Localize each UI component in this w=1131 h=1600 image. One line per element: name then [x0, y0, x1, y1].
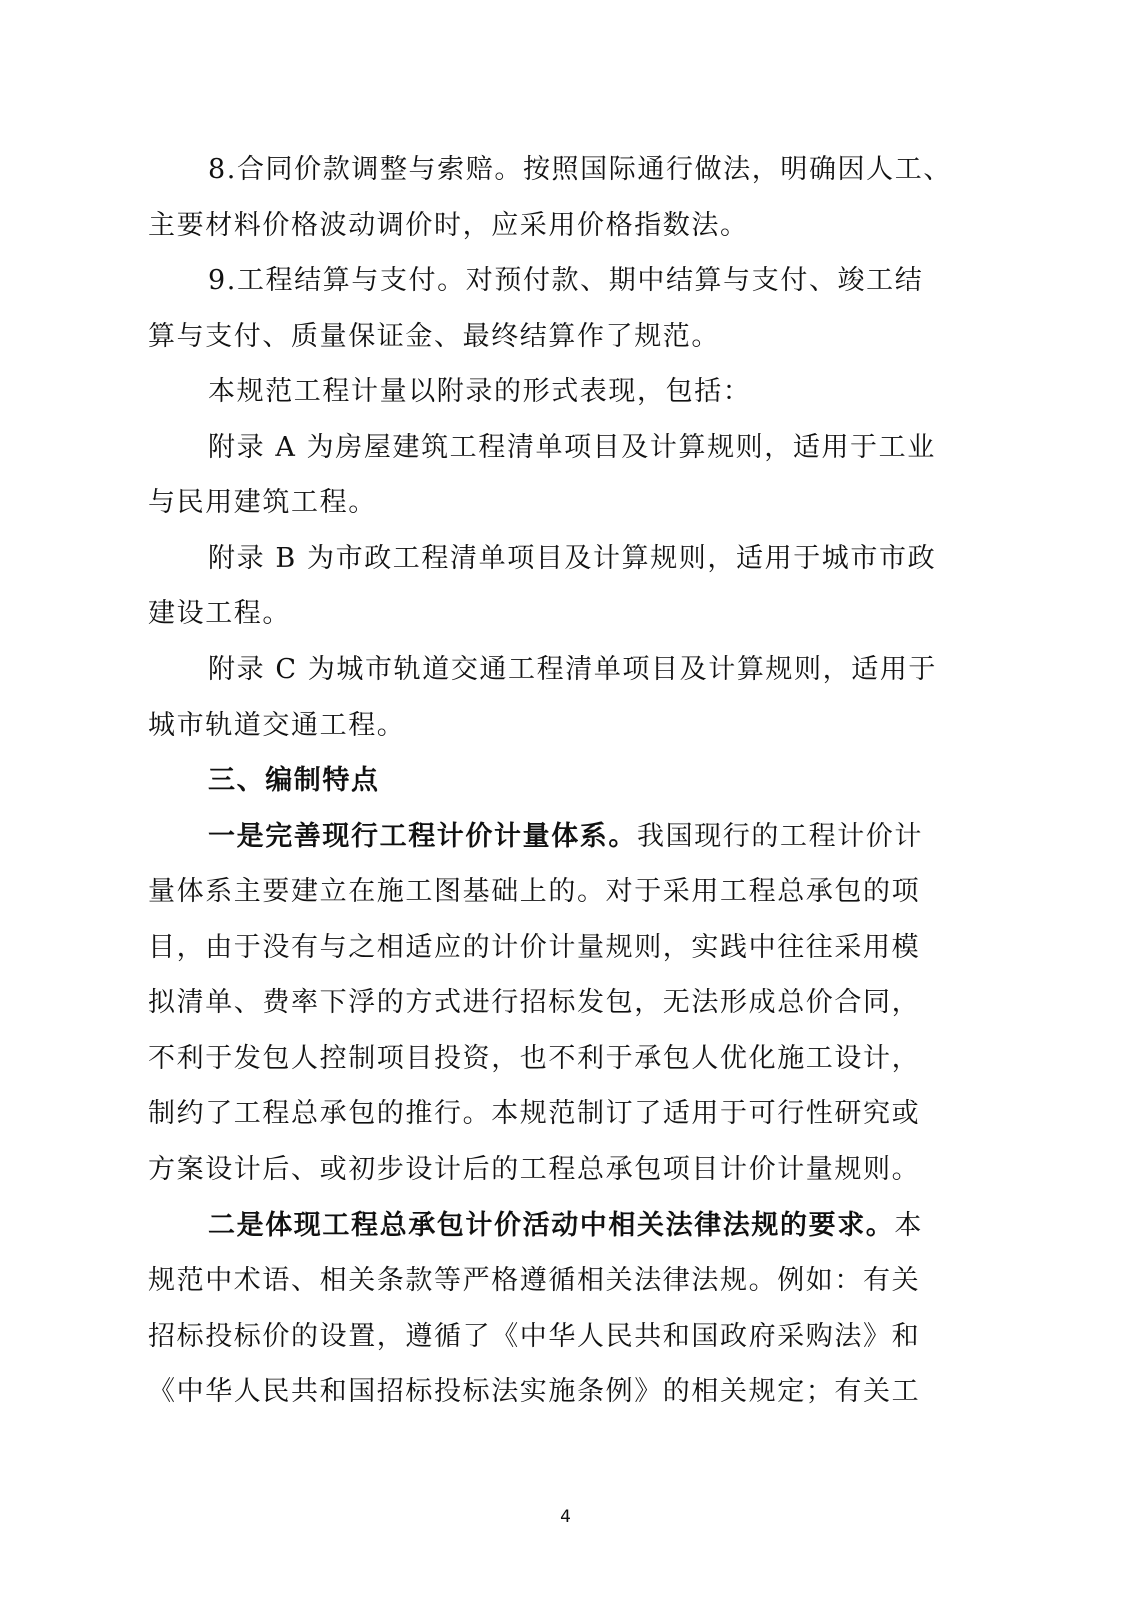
text-line: 9.工程结算与支付。对预付款、期中结算与支付、竣工结	[208, 265, 924, 296]
text-line: 目，由于没有与之相适应的计价计量规则，实践中往往采用模	[148, 932, 921, 963]
text-line: 制约了工程总承包的推行。本规范制订了适用于可行性研究或	[148, 1098, 921, 1129]
text-span: 我国现行的工程计价计	[637, 821, 923, 852]
text-line: 本规范工程计量以附录的形式表现，包括：	[208, 376, 752, 407]
text-line: 拟清单、费率下浮的方式进行招标发包，无法形成总价合同，	[148, 987, 921, 1018]
text-line: 附录 B 为市政工程清单项目及计算规则，适用于城市市政	[208, 543, 937, 574]
text-line: 附录 C 为城市轨道交通工程清单项目及计算规则，适用于	[208, 654, 938, 685]
text-line: 8.合同价款调整与索赔。按照国际通行做法，明确因人工、	[208, 154, 952, 185]
text-line: 不利于发包人控制项目投资，也不利于承包人优化施工设计，	[148, 1043, 921, 1074]
text-line: 建设工程。	[148, 598, 291, 629]
text-line	[208, 819, 968, 855]
bold-lead: 二是体现工程总承包计价活动中相关法律法规的要求。	[208, 1210, 895, 1241]
text-line: 量体系主要建立在施工图基础上的。对于采用工程总承包的项	[148, 876, 921, 907]
text-line	[208, 1208, 968, 1244]
text-line: 算与支付、质量保证金、最终结算作了规范。	[148, 321, 720, 352]
text-line: 方案设计后、或初步设计后的工程总承包项目计价计量规则。	[148, 1154, 921, 1185]
text-span: 本	[894, 1210, 924, 1241]
text-line: 城市轨道交通工程。	[148, 710, 406, 741]
text-line: 主要材料价格波动调价时，应采用价格指数法。	[148, 210, 749, 241]
section-heading: 三、编制特点	[208, 765, 380, 796]
page-number: 4	[560, 1507, 571, 1527]
text-line: 招标投标价的设置，遵循了《中华人民共和国政府采购法》和	[148, 1321, 921, 1352]
bold-lead: 一是完善现行工程计价计量体系。	[208, 821, 637, 852]
text-line: 与民用建筑工程。	[148, 487, 377, 518]
text-line: 附录 A 为房屋建筑工程清单项目及计算规则，适用于工业	[208, 432, 936, 463]
text-line: 《中华人民共和国招标投标法实施条例》的相关规定；有关工	[148, 1376, 921, 1407]
text-line: 规范中术语、相关条款等严格遵循相关法律法规。例如：有关	[148, 1265, 921, 1296]
